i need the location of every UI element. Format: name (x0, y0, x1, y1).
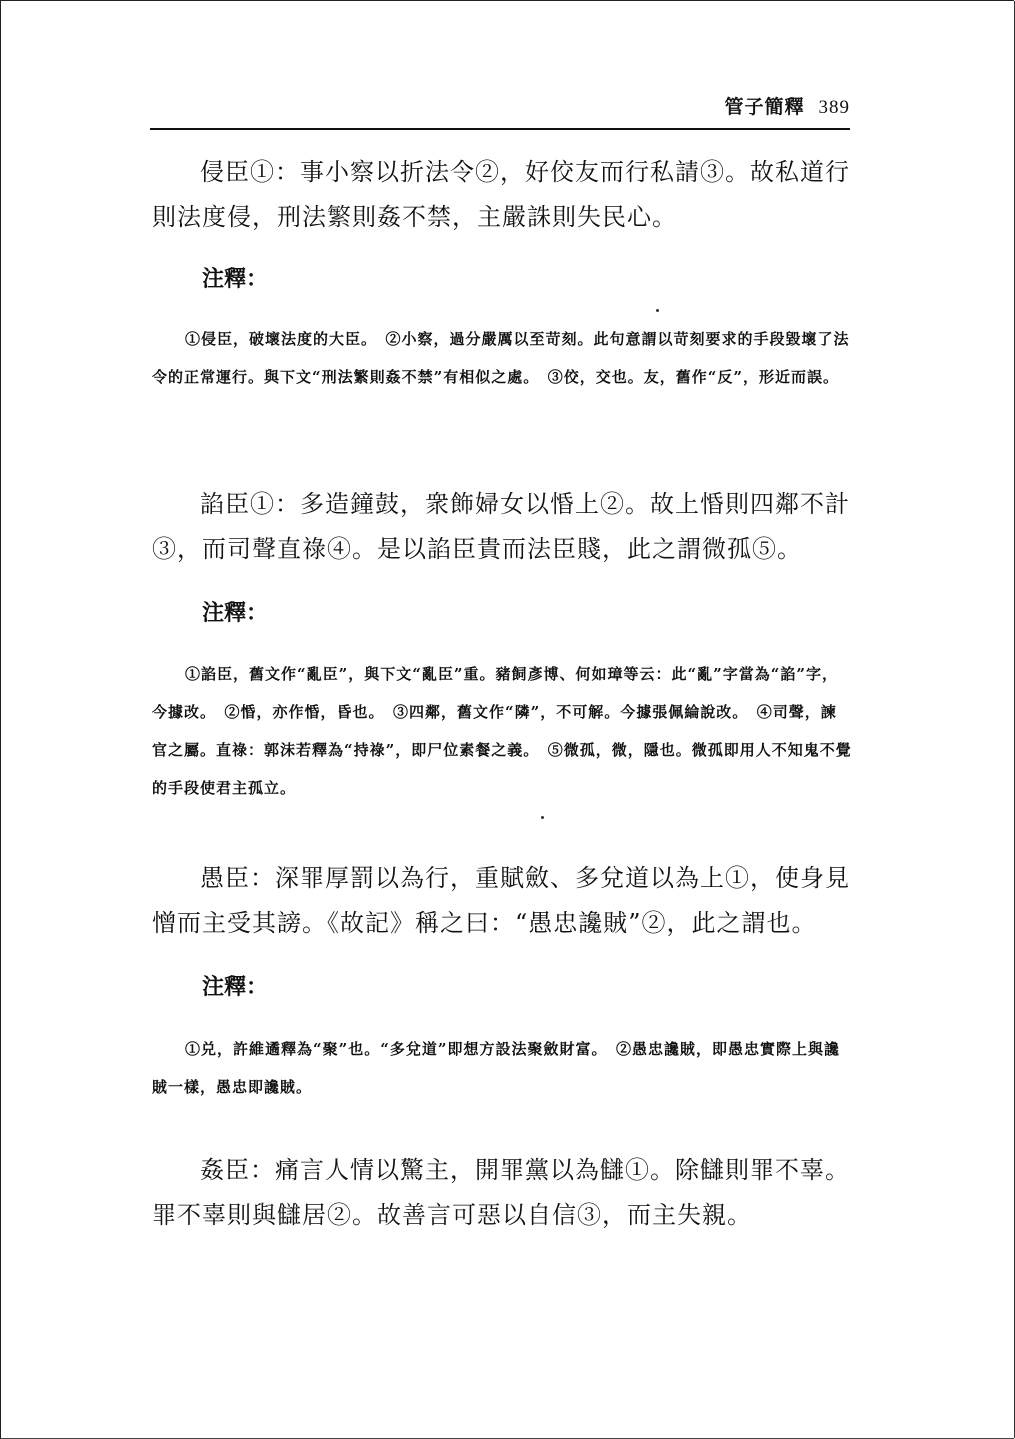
section-yu-chen (152, 856, 852, 946)
header-title: 管子簡釋 (724, 96, 805, 118)
main-paragraph: 諂臣①：多造鐘鼓，衆飾婦女以惛上②。故上惛則四鄰不計③，而司聲直祿④。是以諂臣貴而法臣賤，此之謂微孤⑤。 (152, 490, 850, 563)
scan-speck (656, 309, 659, 312)
running-header (150, 92, 850, 128)
section-jian-chen (152, 1148, 852, 1238)
main-paragraph: 姦臣：痛言人情以驚主，開罪黨以為讎①。除讎則罪不辜。罪不辜則與讎居②。故善言可惡以自信③，而主失親。 (152, 1156, 850, 1229)
note-paragraph: ①諂臣，舊文作“亂臣”，與下文“亂臣”重。豬飼彥博、何如璋等云：此“亂”字當為“諂”字，今據改。 ②惛，亦作惛，昏也。 ③四鄰，舊文作“隣”，不可解。今據張佩綸說改。 ④司聲，諫官之屬。直祿：郭沫若釋為“持祿”，即尸位素餐之義。 ⑤微孤，微，隱也。微孤即用人不知鬼不覺的手段使君主孤立。 (152, 665, 852, 797)
notes-block-3 (152, 970, 852, 1001)
header-rule (150, 128, 850, 130)
note-paragraph: ①侵臣，破壞法度的大臣。 ②小察，過分嚴厲以至苛刻。此句意謂以苛刻要求的手段毀壞了法令的正常運行。與下文“刑法繁則姦不禁”有相似之處。 ③佼，交也。友，舊作“反”，形近而誤。 (152, 330, 850, 386)
note-heading: 注釋： (202, 600, 269, 626)
notes-block-1 (152, 262, 852, 293)
notes-text-1 (152, 320, 852, 396)
main-paragraph: 愚臣：深罪厚罰以為行，重賦斂、多兌道以為上①，使身見憎而主受其謗。《故記》稱之曰：“愚忠讒賊”②，此之謂也。 (152, 864, 850, 937)
notes-block-2 (152, 596, 852, 627)
page-number: 389 (818, 97, 850, 118)
note-heading: 注釋： (202, 266, 269, 292)
main-paragraph: 侵臣①：事小察以折法令②，好佼友而行私請③。故私道行則法度侵，刑法繁則姦不禁，主嚴誅則失民心。 (152, 158, 850, 231)
notes-text-2 (152, 655, 852, 807)
note-paragraph: ①兑，許維遹釋為“聚”也。“多兌道”即想方設法聚斂財富。 ②愚忠讒賊，即愚忠實際上與讒賊一樣，愚忠即讒賊。 (152, 1040, 841, 1096)
scan-speck (541, 816, 544, 819)
section-qin-chen (152, 150, 852, 240)
notes-text-3 (152, 1030, 852, 1106)
note-heading: 注釋： (202, 974, 269, 1000)
section-chan-chen (152, 482, 852, 572)
